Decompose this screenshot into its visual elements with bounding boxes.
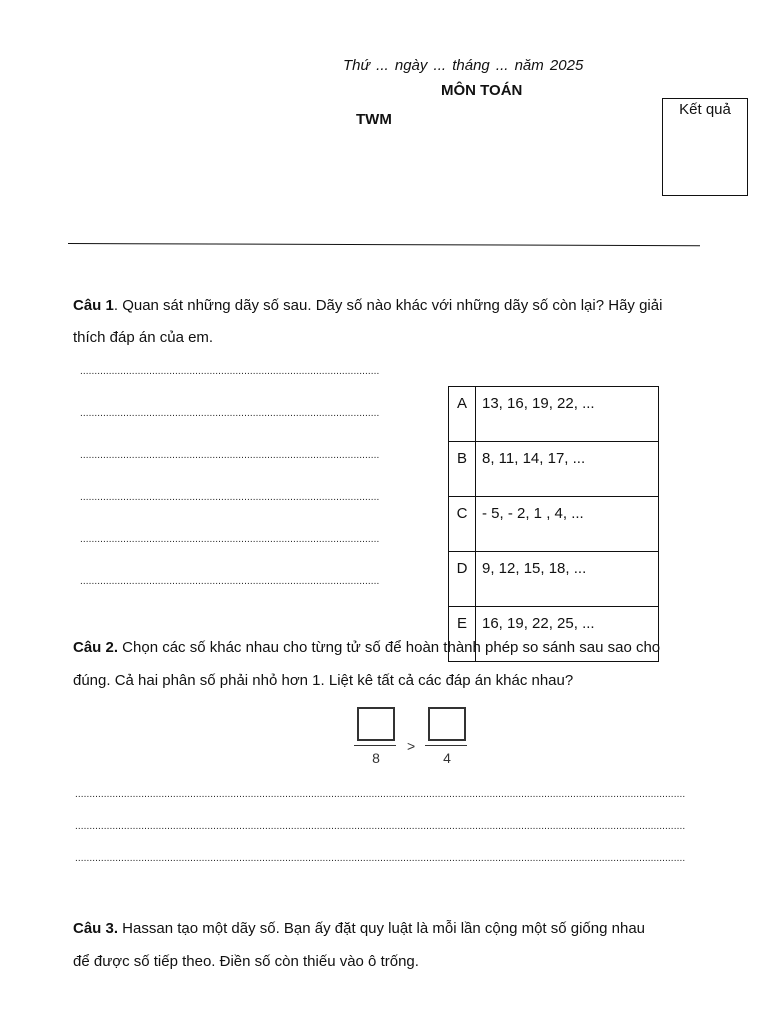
- q3-text-line2: để được số tiếp theo. Điền số còn thiếu vào ô trống.: [73, 953, 419, 970]
- q2-text-line1: [73, 632, 660, 664]
- numerator-input-right[interactable]: [428, 707, 466, 741]
- result-box: [662, 98, 748, 196]
- class-code: TWM: [356, 111, 392, 128]
- option-letter: A: [449, 387, 476, 442]
- fraction-bar: [425, 745, 467, 746]
- option-sequence: - 5, - 2, 1 , 4, ...: [476, 497, 659, 552]
- numerator-input-left[interactable]: [357, 707, 395, 741]
- q1-answer-line-5[interactable]: ........................................................................................................: [80, 534, 380, 545]
- q1-answer-line-3[interactable]: ........................................................................................................: [80, 450, 380, 461]
- q1-text: . Quan sát những dãy số sau. Dãy số nào khác với những dãy số còn lại? Hãy giải: [113, 297, 663, 314]
- q2-answer-line-3[interactable]: ....................................................................................................................................................................................................................: [75, 853, 686, 864]
- subject-title: MÔN TOÁN: [441, 82, 523, 99]
- header-divider: [68, 243, 700, 246]
- q1-answer-line-6[interactable]: ........................................................................................................: [80, 576, 380, 587]
- option-letter: C: [449, 497, 476, 552]
- comparison-symbol: >: [407, 738, 416, 754]
- q3-label: Câu 3.: [73, 920, 119, 937]
- q1-text-line2: thích đáp án của em.: [73, 329, 214, 346]
- option-sequence: 8, 11, 14, 17, ...: [476, 442, 659, 497]
- q3-text: Hassan tạo một dãy số. Bạn ấy đặt quy luật là mỗi lần cộng một số giống nhau: [118, 920, 646, 937]
- q2-label: Câu 2.: [73, 639, 119, 656]
- q2-text-line2: đúng. Cả hai phân số phải nhỏ hơn 1. Liệt kê tất cả các đáp án khác nhau?: [73, 672, 574, 689]
- q3-text-line1: [73, 913, 645, 945]
- q2-text: Chọn các số khác nhau cho từng tử số để hoàn thành phép so sánh sau sao cho: [118, 639, 661, 656]
- result-label: Kết quả: [679, 101, 731, 118]
- option-sequence: 9, 12, 15, 18, ...: [476, 552, 659, 607]
- option-row: [449, 552, 659, 607]
- q1-answer-line-4[interactable]: ........................................................................................................: [80, 492, 380, 503]
- option-sequence: 16, 19, 22, 25, ...: [476, 607, 659, 662]
- q2-answer-line-2[interactable]: ....................................................................................................................................................................................................................: [75, 821, 686, 832]
- option-sequence: 13, 16, 19, 22, ...: [476, 387, 659, 442]
- q1-answer-line-1[interactable]: ........................................................................................................: [80, 366, 380, 377]
- option-row: [449, 387, 659, 442]
- option-letter: B: [449, 442, 476, 497]
- q1-options-table: [448, 386, 659, 662]
- option-letter: E: [449, 607, 476, 662]
- option-row: [449, 497, 659, 552]
- option-letter: D: [449, 552, 476, 607]
- q1-label: Câu 1: [73, 297, 114, 314]
- denominator-right: 4: [443, 750, 451, 766]
- denominator-left: 8: [372, 750, 380, 766]
- date-line: Thứ ... ngày ... tháng ... năm 2025: [343, 57, 584, 74]
- fraction-bar: [354, 745, 396, 746]
- q1-answer-line-2[interactable]: ........................................................................................................: [80, 408, 380, 419]
- q2-answer-line-1[interactable]: ....................................................................................................................................................................................................................: [75, 789, 686, 800]
- option-row: [449, 442, 659, 497]
- q1-text-line1: [73, 290, 662, 322]
